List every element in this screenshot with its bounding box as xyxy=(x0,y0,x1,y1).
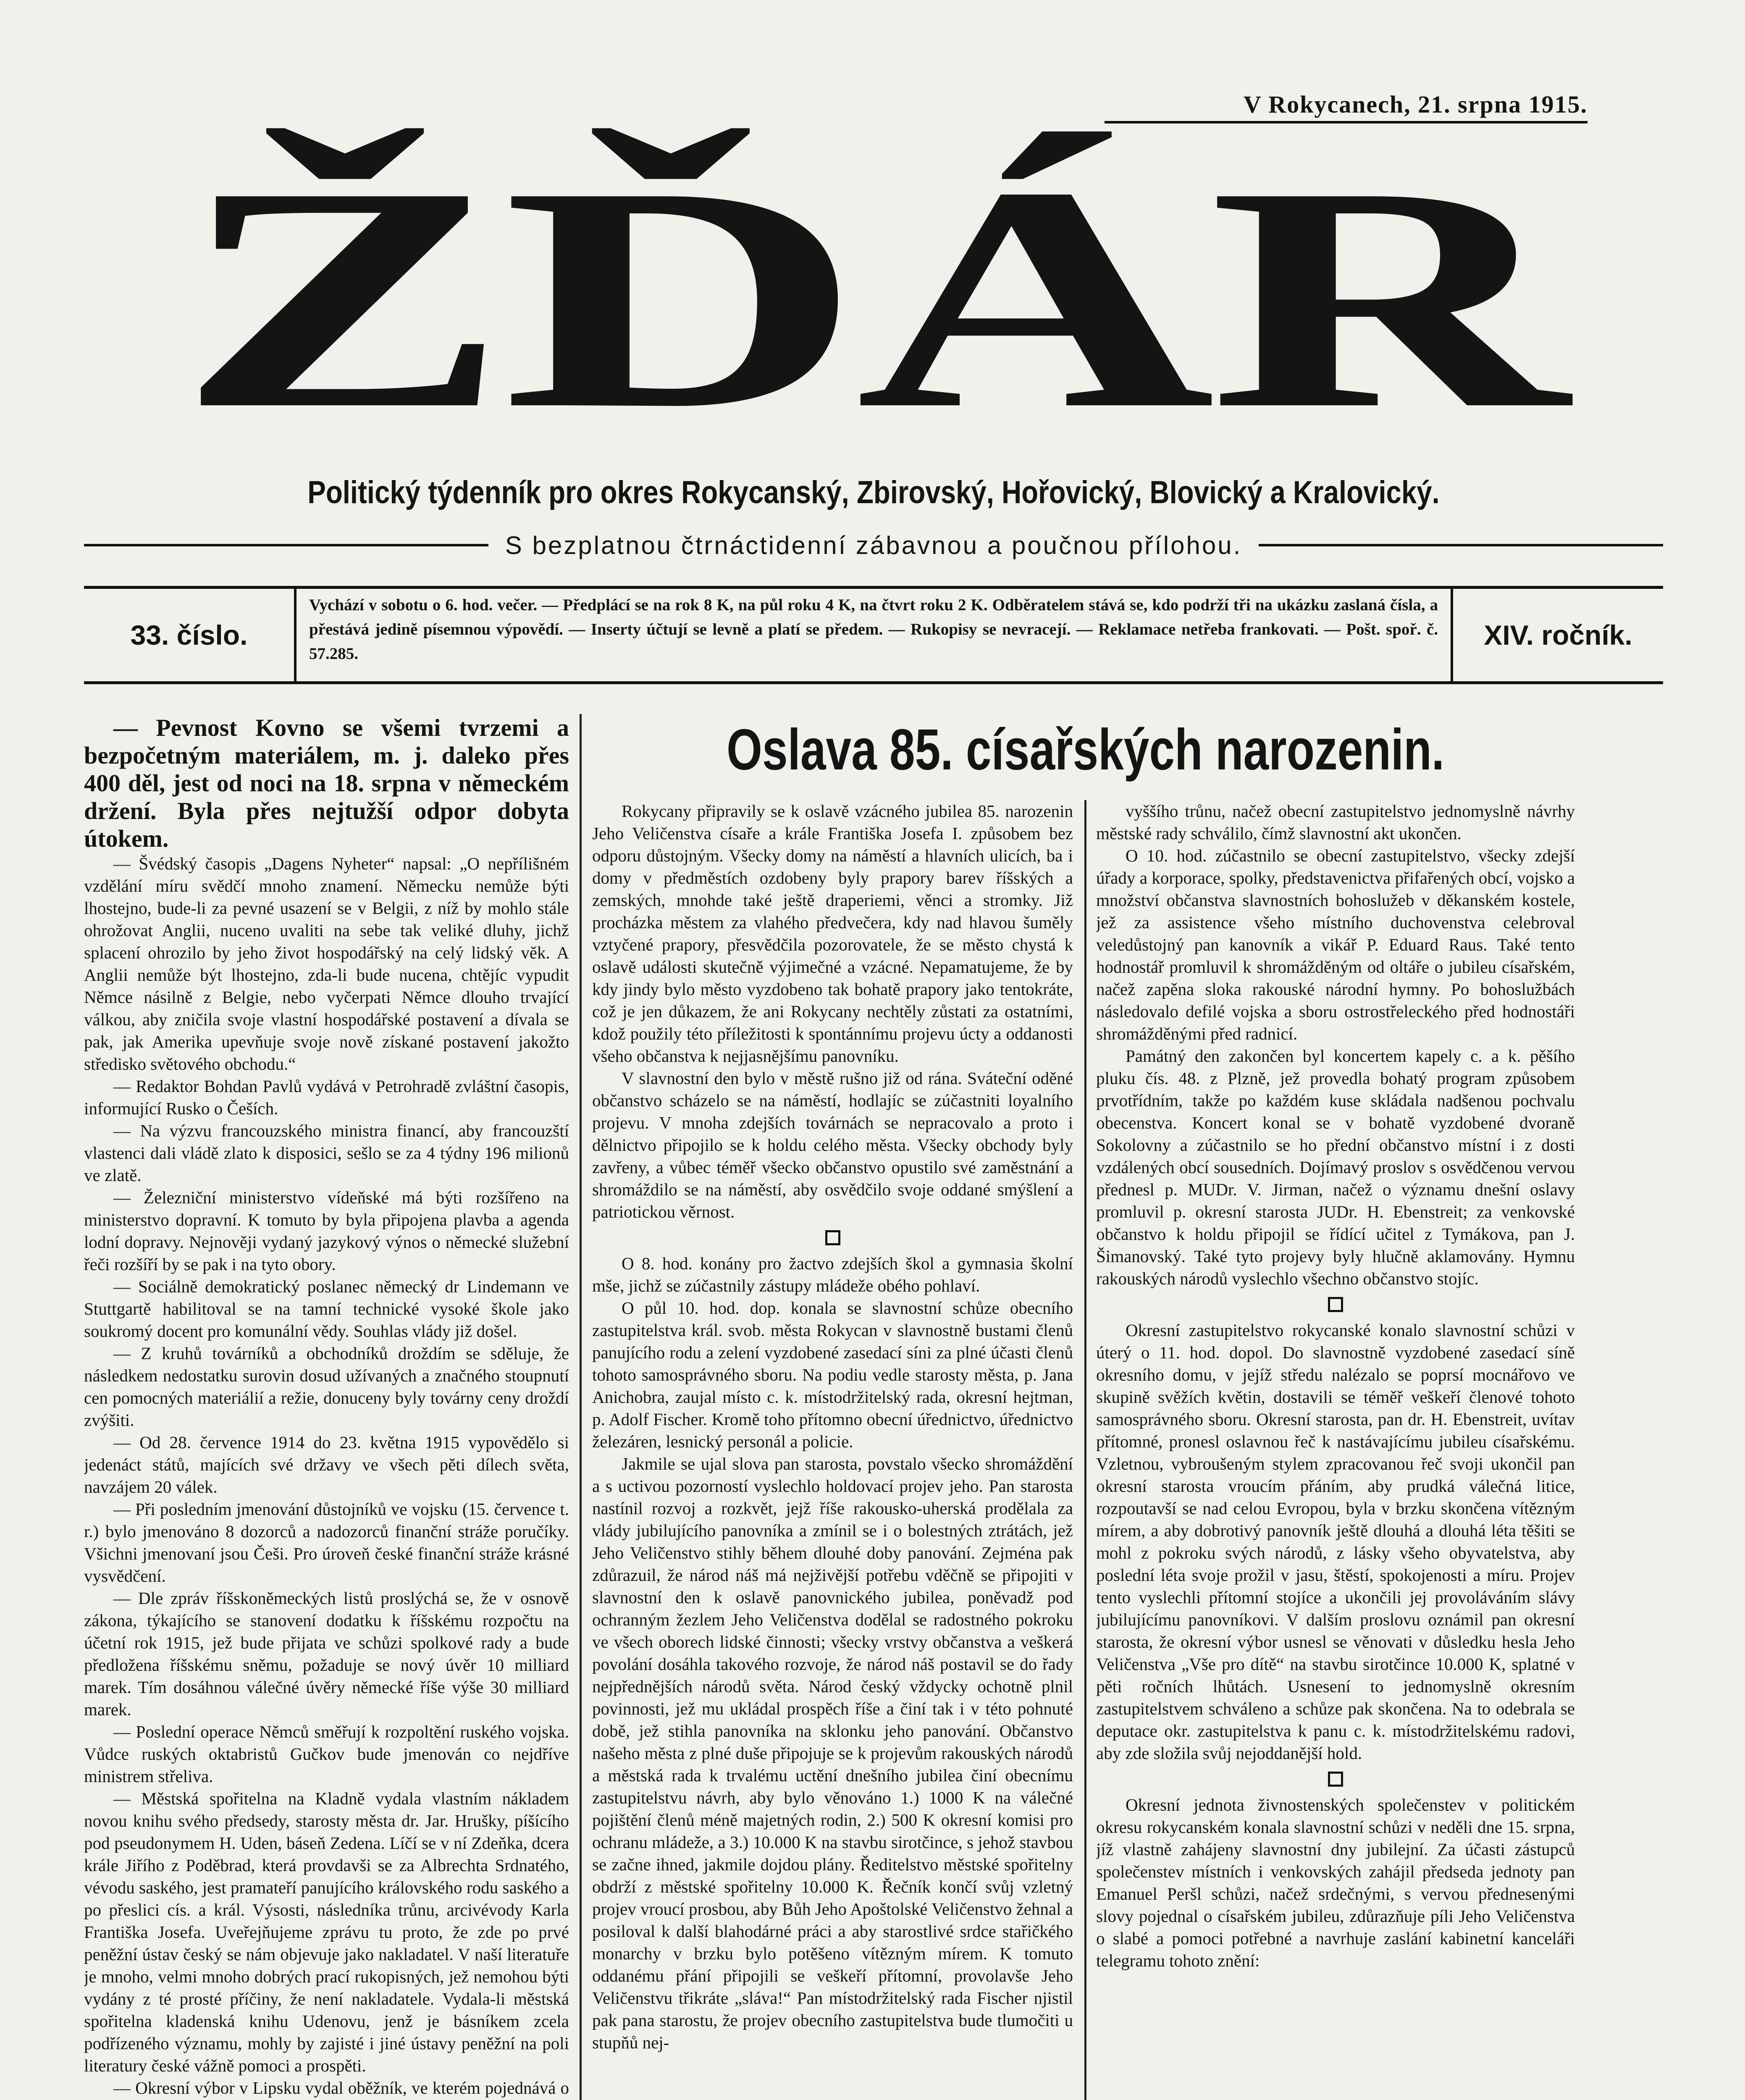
subscription-terms: Vychází v sobotu o 6. hod. večer. — Předplácí se na rok 8 K, na půl roku 4 K, na čtvrt roku 2 K. Odběratelem stává se, kdo podrží tři na ukázku zaslaná čísla, a přestává jedině písemnou výpovědí. — Inserty účtují se levně a platí se předem. — Rukopisy se nevracejí. — Reklamace netřeba frankovati. — Pošt. spoř. č. 57.285. xyxy=(297,589,1453,681)
supplement-text: S bezplatnou čtrnáctidenní zábavnou a poučnou přílohou. xyxy=(505,531,1242,559)
article-paragraph: — Při posledním jmenování důstojníků ve vojsku (15. července t. r.) bylo jmenováno 8 dozorců a nadozorců finanční stráže poručíky. Všichni jmenovaní jsou Češi. Pro úroveň české finanční stráže krásné vysvědčení. xyxy=(84,1499,569,1586)
separator-box-icon xyxy=(1328,1297,1343,1312)
article-paragraph: Rokycany připravily se k oslavě vzácného jubilea 85. narozenin Jeho Veličenstva císaře a krále Františka Josefa I. způsobem bez odporu důstojným. Všecky domy na náměstí a hlavních ulicích, ba i domy v předměstích ozdobeny byly prapory barev říšských a zemských, mnohde také ještě draperiemi, věnci a stromky. Již procházka městem za vlahého předvečera, kdy nad hlavou šuměly vztyčené prapory, přesvědčila pozorovatele, že se město chystá k oslavě události skutečně výjimečné a vzácné. Nepamatujeme, že by kdy jindy bylo město vyzdobeno tak bohatě prapory jako tentokráte, což je jen důkazem, že ani Rokycany nechtěly zůstati za ostatními, kdož použily této příležitosti k spontánnímu projevu úcty a oddanosti všeho občanstva k nejjasnějšímu panovníku. xyxy=(592,801,1073,1066)
article-paragraph: V slavnostní den bylo v městě rušno již od rána. Sváteční oděné občanstvo scházelo se na náměstí, hodlajíc se zúčastniti loyalního projevu. V mnoha zdejších továrnách se nepracovalo a proto i dělnictvo připojilo se k holdu celého města. Všecky obchody byly zavřeny, a vůbec téměř všecko občanstvo opustilo své zaměstnání a shromáždilo se na náměstí, aby osvědčilo svoje oddané smýšlení a patriotickou věrnost. xyxy=(592,1068,1073,1221)
supplement-line xyxy=(84,528,1663,562)
article-paragraph: — Železniční ministerstvo vídeňské má býti rozšířeno na ministerstvo dopravní. K tomuto by byla připojena plavba a agenda lodní dopravy. Nejnověji vydaný jazykový výnos o německé služební řeči rozšíří by se pak i na tyto obory. xyxy=(84,1188,569,1274)
article-paragraph: — Sociálně demokratický poslanec německý dr Lindemann ve Stuttgartě habilitoval se na tamní technické vysoké škole jako soukromý docent pro komunální vědy. Souhlas vlády již došel. xyxy=(84,1277,569,1341)
article-paragraph: Okresní zastupitelstvo rokycanské konalo slavnostní schůzi v úterý o 11. hod. dopol. Do slavnostně vyzdobené zasedací síně okresního domu, v jejíž středu nalézalo se poprsí mocnářovo ve skupině svěžích květin, dostavili se téměř veškeří členové tohoto samosprávného sboru. Okresní starosta, pan dr. H. Ebenstreit, uvítav přítomné, pronesl oslavnou řeč k nastávajícímu jubileu císařskému. Vzletnou, vybroušeným stylem zpracovanou řeč svoji ukončil pan okresní starosta vroucím přáním, aby prudká válečná litice, rozpoutavší se nad celou Evropou, byla v brzku skončena vítězným mírem, a aby dobrotivý panovník ještě dlouhá a dlouhá léta těšiti se mohl z pokroku svých národů, z lásky všeho obyvatelstva, aby poslední léta svoje prožil v jasu, štěstí, spokojenosti a míru. Projev tento vyslechli přítomní stojíce a ukončili jej provoláváním slávy jubilujícímu panovníkovi. V dalším proslovu oznámil pan okresní starosta, že okresní výbor usnesl se věnovati v důsledku hesla Jeho Veličenstva „Vše pro dítě“ na stavbu sirotčince 10.000 K, splatné v pěti ročních lhůtách. Usnesení to jednomyslně okresním zastupitelstvem schváleno a schůze pak skončena. Na to odebrala se deputace okr. zastupitelstva k panu c. k. místodržitelskému radovi, aby zde složila svůj nejoddanější hold. xyxy=(1096,1320,1575,1763)
article-paragraph: O 8. hod. konány pro žactvo zdejších škol a gymnasia školní mše, jichž se zúčastnily zástupy mládeže obého pohlaví. xyxy=(592,1254,1073,1295)
article-paragraph: Jakmile se ujal slova pan starosta, povstalo všecko shromáždění a s uctivou pozorností vyslechlo holdovací projev jeho. Pan starosta nastínil rozvoj a rozkvět, jejž říše rakousko-uherská prodělala za vlády jubilujícího panovníka a zmínil se i o bolestných ztrátách, jež Jeho Veličenstvo stihly během dlouhé doby panování. Zejména pak zdůrazuil, že národ náš má nejživější potřebu vděčně se připojiti v slavnostní den k oslavě panovnického jubilea, poněvadž pod ochranným žezlem Jeho Veličenstva dodělal se radostného pokroku ve všech oborech lidské činnosti; všecky vrstvy občanstva a veškerá povolání dosáhla takového rozvoje, že národ náš postavil se do řady nejpřednějších národů světa. Národ český vždycky ochotně plnil povinnosti, jež mu ukládal prospěch říše a činí tak i v této pohnuté době, jež stihla panovníka na sklonku jeho panování. Občanstvo našeho města z plné duše připojuje se k projevům rakouských národů a městská rada k trvalému uctění dnešního jubilea činí obecnímu zastupitelstvu návrh, aby bylo věnováno 1.) 1000 K na válečné pojištění členů méně majetných rodin, 2.) 500 K okresní komisi pro ochranu mládeže, a 3.) 10.000 K na stavbu sirotčince, s jehož stavbou se začne ihned, jakmile dojdou plány. Ředitelstvo městské spořitelny obdrží z městské spořitelny 10.000 K. Řečník končí svůj vzletný projev vroucí prosbou, aby Bůh Jeho Apoštolské Veličenstvo žehnal a posiloval k další blahodárné práci a aby starostlivé srdce stařičkého monarchy v brzku bylo potěšeno vítězným mírem. K tomuto oddanému přání připojili se veškeří přítomní, provolavše Jeho Veličenstvu třikráte „sláva!“ Pan místodržitelský rada Fischer njistil pak pana starostu, že projev obecního zastupitelstva bude tlumočiti u stupňů nej- xyxy=(592,1454,1073,2052)
article-paragraph: — Z kruhů továrníků a obchodníků droždím se sděluje, že následkem nedostatku surovin dosud užívaných a značného stoupnutí cen pomocných materiálií a režie, donuceny byly továrny ceny droždí zvýšiti. xyxy=(84,1344,569,1430)
article-paragraph: vyššího trůnu, načež obecní zastupitelstvo jednomyslně návrhy městské rady schválilo, čímž slavnostní akt ukončen. xyxy=(1096,801,1575,843)
article-paragraph: — Poslední operace Němců směřují k rozpoltění ruského vojska. Vůdce ruských oktabristů Gučkov bude jmenován co nejdříve ministrem střeliva. xyxy=(84,1722,569,1786)
article-paragraph: — Na výzvu francouzského ministra financí, aby francouzští vlastenci dali vládě zlato k disposici, sešlo se za 4 týdny 196 milionů ve zlatě. xyxy=(84,1121,569,1185)
masthead-subtitle: Politický týdenník pro okres Rokycanský, Zbirovský, Hořovický, Blovický a Kralovický. xyxy=(307,475,1440,510)
article-paragraph: O 10. hod. zúčastnilo se obecní zastupitelstvo, všecky zdejší úřady a korporace, spolky, představenictva přifařených obcí, vojsko a množství občanstva slavnostních bohoslužeb v děkanském kostele, jež za assistence všeho místního duchovenstva celebroval veledůstojný pan kanovník a vikář P. Eduard Raus. Také tento hodnostář promluvil k shromážděným od oltáře o jubileu císařském, načež zapěna sloka rakouské národní hymny. Po bohoslužbách následovalo defilé vojska a sboru ostrostřeleckého před hodnostáři shromážděnými před radnicí. xyxy=(1096,846,1575,1043)
column-divider-1 xyxy=(580,714,582,2100)
supplement-rule-left xyxy=(84,544,488,546)
article-headline xyxy=(592,710,1579,790)
column-divider-2 xyxy=(1084,800,1086,2100)
article-paragraph: — Dle zpráv říšskoněmeckých listů proslýchá se, že v osnově zákona, týkajícího se stanovení dodatku k říšskému rozpočtu na účetní rok 1915, jež bude přijata ve schůzi spolkové rady a bude předložena říšskému sněmu, požaduje se nový úvěr 10 milliard marek. Tím dosáhnou válečné úvěry německé říše výše 30 milliard marek. xyxy=(84,1588,569,1719)
masthead-title: ŽĎÁR xyxy=(177,121,1562,475)
section-separator xyxy=(592,1223,1073,1252)
article-paragraph: Památný den zakončen byl koncertem kapely c. a k. pěšího pluku čís. 48. z Plzně, jež provedla bohatý program způsobem prvotřídním, takže po každém kuse skládala nadšenou pochvalu obecenstva. Koncert konal se v bohatě vyzdobené dvoraně Sokolovny a zúčastnilo se ho přední občanstvo místní i z dosti vzdálených obcí sousedních. Dojímavý proslov s osvědčenou vervou přednesl p. MUDr. V. Jirman, načež o významu dnešní oslavy promluvil p. okresní starosta JUDr. H. Ebenstreit; za venkovské občanstvo k holdu připojil se řídící učitel z Tymákova, pan J. Šimanovský. Také tyto projevy byly hlučně aklamovány. Hymnu rakouských národů vyslechlo všechno občanstvo stojíc. xyxy=(1096,1046,1575,1288)
separator-box-icon xyxy=(1328,1772,1343,1787)
article-paragraph: — Redaktor Bohdan Pavlů vydává v Petrohradě zvláštní časopis, informující Rusko o Češích. xyxy=(84,1076,569,1118)
article-paragraph: — Od 28. července 1914 do 23. května 1915 vypovědělo si jedenáct států, majících své državy ve všech pěti dílech světa, navzájem 20 válek. xyxy=(84,1433,569,1496)
article-column-right xyxy=(1096,800,1575,2100)
article-paragraph: — Okresní výbor v Lipsku vydal oběžník, ve kterém pojednává o xyxy=(113,2078,569,2097)
separator-box-icon xyxy=(825,1230,840,1245)
section-separator xyxy=(1096,1290,1575,1319)
section-separator xyxy=(1096,1764,1575,1794)
article-paragraph: Okresní jednota živnostenských společenstev v politickém okresu rokycanském konala slavnostní schůzi v neděli dne 15. srpna, jíž vlastně zahájeny slavnostní dny jubilejní. Za účasti zástupců společenstev místních i venkovských zahájil předseda jednoty pan Emanuel Peršl schůzi, načež srdečnými, s vervou přednesenými slovy pojednal o císařském jubileu, zdůrazňuje píli Jeho Veličenstva o slabé a pomoci potřebné a navrhuje zaslání kabinetní kanceláři telegramu tohoto znění: xyxy=(1096,1795,1575,1970)
volume-number: XIV. ročník. xyxy=(1484,620,1632,651)
issue-number: 33. číslo. xyxy=(84,589,297,681)
news-column xyxy=(84,714,569,2100)
article-paragraph: — Švédský časopis „Dagens Nyheter“ napsal: „O nepřílišném vzdělání míru svědčí mnoho znamení. Německu nemůže býti lhostejno, bude-li za pevné usazení se v Belgii, z níž by mohlo stále ohrožovat Anglii, nuceno uvaliti na sebe tak veliké dluhy, jichž splacení ohrozilo by jeho život hospodářský na celý lidský věk. A Anglii nemůže být lhostejno, zda-li bude nucena, chtějíc vypudit Němce násilně z Belgie, nebo vyčerpati Němce dlouho trvající válkou, aby zničila svoje vlastní hospodářské postavení a dívala se pak, jak Amerika upevňuje svoje nově získané postavení jakožto středisko světového obchodu.“ xyxy=(84,854,569,1074)
article-paragraph: O půl 10. hod. dop. konala se slavnostní schůze obecního zastupitelstva král. svob. města Rokycan v slavnostně bustami členů panujícího rodu a zelení vyzdobené zasedací síni za plné účasti členů tohoto samosprávného sboru. Na podiu vedle starosty města, p. Jana Anichobra, zaujal místo c. k. místodržitelský rada, okresní hejtman, p. Adolf Fischer. Kromě toho přítomno obecní úřednictvo, úřednictvo železáren, lesnický personál a policie. xyxy=(592,1298,1073,1451)
article-column-left xyxy=(592,800,1073,2100)
article-headline-text: Oslava 85. císařských narozenin. xyxy=(727,717,1445,782)
info-bar xyxy=(84,586,1663,684)
article-paragraph: — Pevnost Kovno se všemi tvrzemi a bezpočetným materiálem, m. j. daleko přes 400 děl, jest od noci na 18. srpna v německém držení. Byla přes nejtužší odpor dobyta útokem. xyxy=(84,714,569,852)
supplement-rule-right xyxy=(1259,544,1663,546)
dateline: V Rokycanech, 21. srpna 1915. xyxy=(1105,90,1588,123)
article-paragraph: — Městská spořitelna na Kladně vydala vlastním nákladem novou knihu svého předsedy, starosty města dr. Jar. Hrušky, píšícího pod pseudonymem H. Uden, báseň Zedena. Líčí se v ní Zdeňka, dcera krále Jiřího z Poděbrad, která provdavši se za Albrechta Srdnatého, vévodu saského, jest pramateří panujícího královského rodu saského a po přeslici cís. a král. Výsosti, následníka trůnu, arcivévody Karla Františka Josefa. Uveřejňujeme zprávu tu proto, že zde po prvé peněžní ústav český se nám objevuje jako nakladatel. V naší literatuře je mnoho, velmi mnoho dobrých prací rukopisných, jež nemohou býti vydány z té prosté příčiny, že není nakladatele. Vydala-li městská spořitelna kladenská knihu Udenovu, jenž je básníkem zcela podřízeného významu, mohly by zajisté i jiné ústavy peněžní na poli literatury české vážně pomoci a prospěti. xyxy=(84,1789,569,2075)
